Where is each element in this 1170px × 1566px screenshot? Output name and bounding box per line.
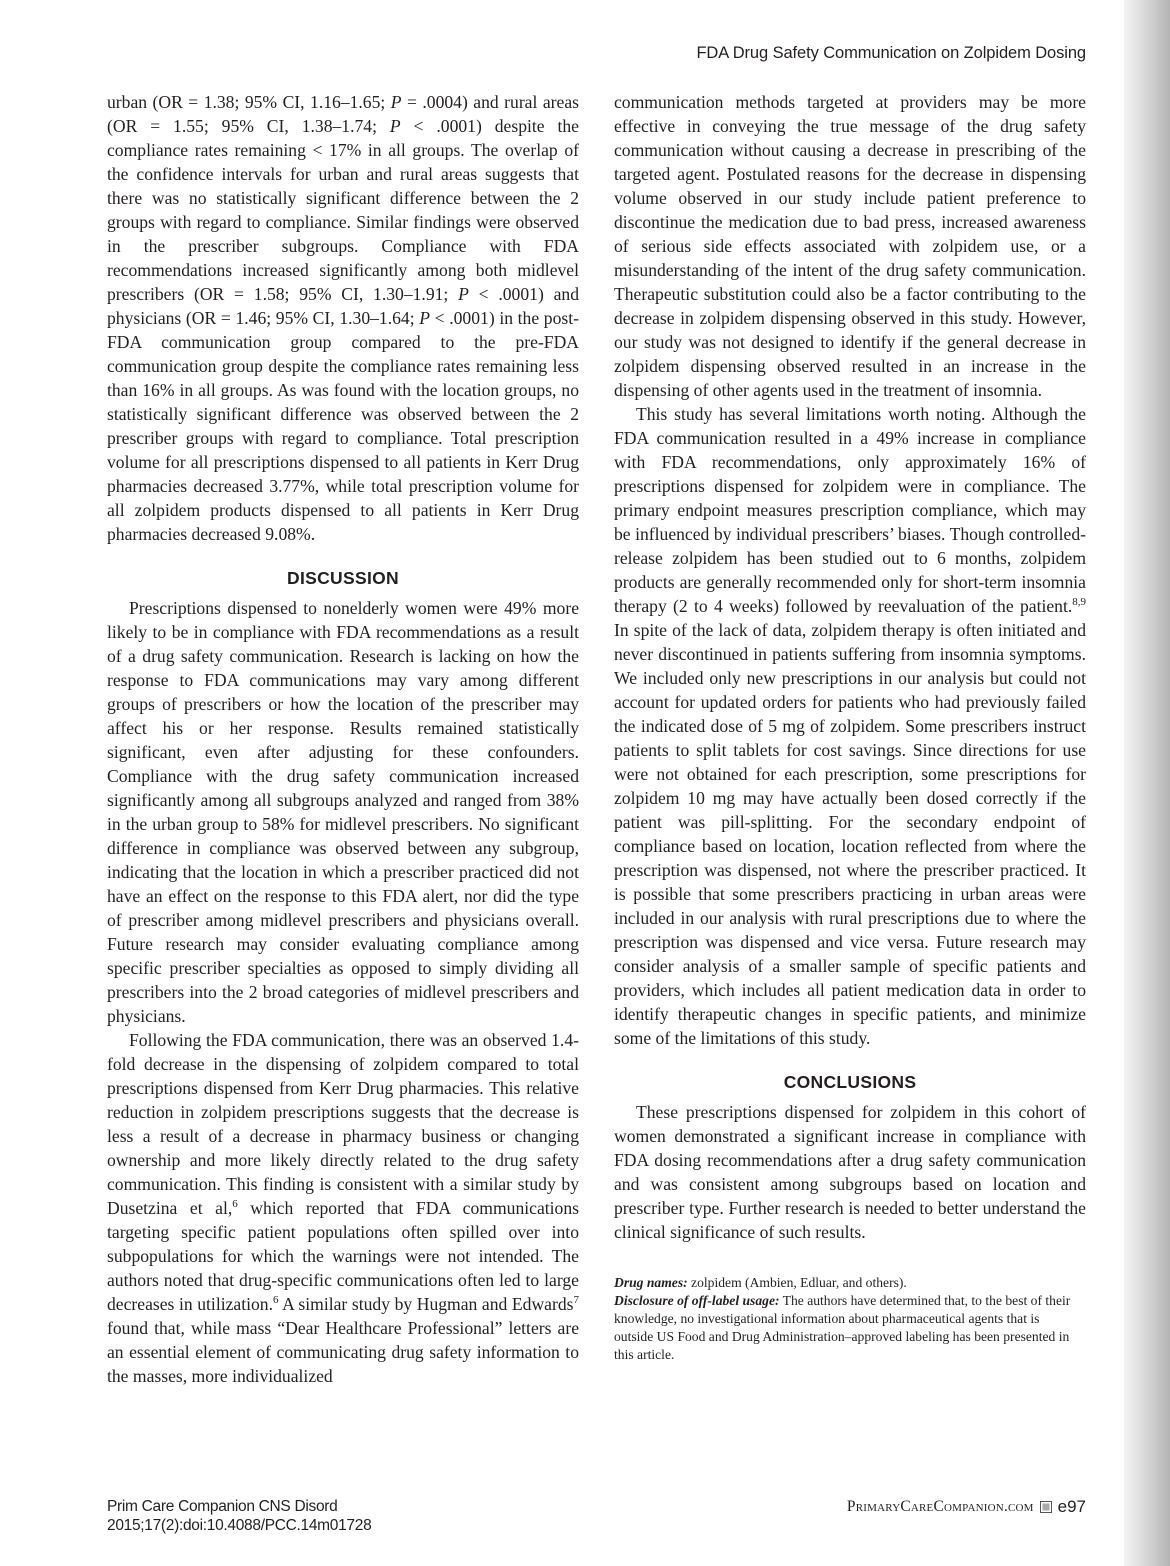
drug-names-note: Drug names: zolpidem (Ambien, Edluar, and others).: [614, 1275, 907, 1290]
citation-ref[interactable]: 6: [232, 1198, 238, 1211]
discussion-paragraph-2: Following the FDA communication, there was an observed 1.4-fold decrease in the dispensing of zolpidem compared to total prescriptions dispensed from Kerr Drug pharmacies. This relative reduction in zolpidem prescriptions suggests that the decrease is less a result of a decrease in pharmacy business or changing ownership and more likely directly related to the drug safety communication. This finding is consistent with a similar study by Dusetzina et al,$^6$ which reported that FDA communications targeting specific patient populations often spilled over into subpopulations for which the warnings were not intended. The authors noted that drug-specific communications often led to large decreases in utilization.$^6$ A similar study by Hugman and Edwards$^7$ found that, while mass “Dear Healthcare Professional” letters are an essential element of communicating drug safety information to the masses, more individualized: [107, 1030, 579, 1386]
journal-name: Prim Care Companion CNS Disord: [107, 1498, 338, 1515]
page-number: e97: [1057, 1497, 1086, 1516]
journal-website-link[interactable]: PrimaryCareCompanion.com: [846, 1498, 1034, 1515]
citation-ref[interactable]: 8,9: [1072, 596, 1086, 609]
left-column: [107, 90, 579, 1388]
conclusions-paragraph: These prescriptions dispensed for zolpidem in this cohort of women demonstrated a significant increase in compliance with FDA dosing recommendations after a drug safety communication and was consistent among subgroups based on location and prescriber type. Further research is needed to better understand the clinical significance of such results.: [614, 1102, 1086, 1242]
square-bullet-icon: [1040, 1501, 1052, 1513]
citation-ref[interactable]: 6: [272, 1294, 279, 1307]
discussion-paragraph-1: Prescriptions dispensed to nonelderly women were 49% more likely to be in compliance with FDA recommendations as a result of a drug safety communication. Research is lacking on how the response to FDA communications may vary among different groups of prescribers or how the location of the prescriber may affect his or her response. Results remained statistically significant, even after adjusting for these confounders. Compliance with the drug safety communication increased significantly among all subgroups analyzed and ranged from 38% in the urban group to 58% for midlevel prescribers. No significant difference in compliance was observed between any subgroup, indicating that the location in which a prescriber practiced did not have an effect on the response to this FDA alert, nor did the type of prescriber among midlevel prescribers and physicians overall. Future research may consider evaluating compliance among specific prescriber specialties as opposed to simply dividing all prescribers into the 2 broad categories of midlevel prescribers and physicians.: [107, 598, 579, 1026]
right-column: [614, 90, 1086, 1364]
discussion-heading: DISCUSSION: [287, 568, 399, 588]
footer-page-info: [847, 1497, 1086, 1517]
discussion-paragraph-3: communication methods targeted at providers may be more effective in conveying the true message of the drug safety communication without causing a decrease in prescribing of the targeted agent. Postulated reasons for the decrease in dispensing volume observed in our study include patient preference to discontinue the medication due to bad press, increased awareness of serious side effects associated with zolpidem use, or a misunderstanding of the intent of the drug safety communication. Therapeutic substitution could also be a factor contributing to the decrease in zolpidem dispensing observed in this study. However, our study was not designed to identify if the general decrease in zolpidem dispensing observed resulted in an increase in the dispensing of other agents used in the treatment of insomnia.: [614, 92, 1086, 400]
page-edge-shadow: [1124, 0, 1170, 1566]
conclusions-heading: CONCLUSIONS: [783, 1072, 917, 1092]
doi-citation: 2015;17(2):doi:10.4088/PCC.14m01728: [107, 1517, 372, 1534]
running-head: FDA Drug Safety Communication on Zolpidem Dosing: [696, 44, 1086, 62]
citation-ref[interactable]: 7: [573, 1294, 579, 1307]
limitations-paragraph: This study has several limitations worth noting. Although the FDA communication resulted in a 49% increase in compliance with FDA recommendations, only approximately 16% of prescriptions dispensed for zolpidem were in compliance. The primary endpoint measures prescription compliance, which may be influenced by individual prescribers’ biases. Though controlled-release zolpidem has been studied out to 6 months, zolpidem products are generally recommended only for short-term insomnia therapy (2 to 4 weeks) followed by reevaluation of the patient.$^{8,9}$ In spite of the lack of data, zolpidem therapy is often initiated and never discontinued in patients suffering from insomnia symptoms. We included only new prescriptions in our analysis but could not account for updated orders for patients who had previously failed the indicated dose of 5 mg of zolpidem. Some prescribers instruct patients to split tablets for cost savings. Since directions for use were not obtained for each prescription, some prescriptions for zolpidem 10 mg may have actually been dosed correctly if the patient was pill-splitting. For the secondary endpoint of compliance based on location, location reflected from where the prescription was dispensed, not where the prescriber practiced. It is possible that some prescribers practicing in urban areas were included in our analysis with rural prescriptions due to where the prescription was dispensed and vice versa. Future research may consider analysis of a smaller sample of specific patients and providers, which includes all patient medication data in order to identify therapeutic changes in specific patients, and minimize some of the limitations of this study.: [614, 404, 1086, 1048]
disclosure-note: Disclosure of off-label usage: The authors have determined that, to the best of their knowledge, no investigational information about pharmaceutical agents that is outside US Food and Drug Administration–approved labeling has been presented in this article.: [614, 1293, 1071, 1362]
results-paragraph: urban (OR = 1.38; 95% CI, 1.16–1.65; P = .0004) and rural areas (OR = 1.55; 95% CI, 1.38–1.74; P < .0001) despite the compliance rates remaining < 17% in all groups. The overlap of the confidence intervals for urban and rural areas suggests that there was no statistically significant difference between the 2 groups with regard to compliance. Similar findings were observed in the prescriber subgroups. Compliance with FDA recommendations increased significantly among both midlevel prescribers (OR = 1.58; 95% CI, 1.30–1.91; P < .0001) and physicians (OR = 1.46; 95% CI, 1.30–1.64; P < .0001) in the post-FDA communication group compared to the pre-FDA communication group despite the compliance rates remaining less than 16% in all groups. As was found with the location groups, no statistically significant difference was observed between the 2 prescriber groups with regard to compliance. Total prescription volume for all prescriptions dispensed to all patients in Kerr Drug pharmacies decreased 3.77%, while total prescription volume for all zolpidem products dispensed to all patients in Kerr Drug pharmacies decreased 9.08%.: [107, 92, 579, 544]
footer-citation: [107, 1497, 371, 1535]
article-notes: [614, 1274, 1086, 1364]
